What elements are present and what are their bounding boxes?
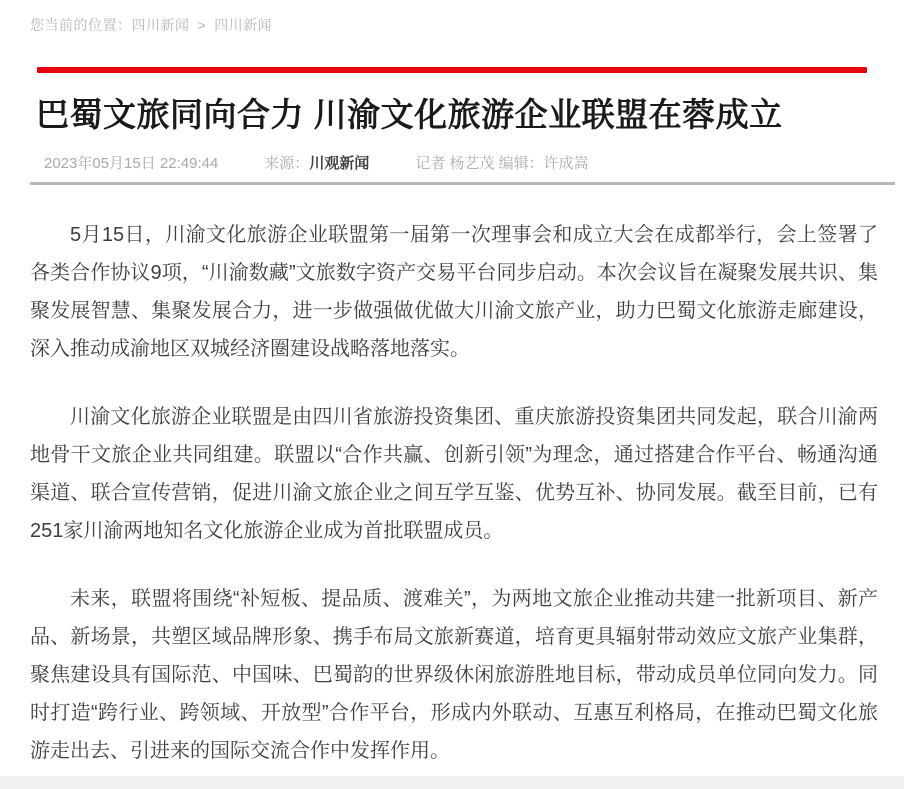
source-label: 来源： [264, 155, 310, 172]
breadcrumb-link-sichuan-news-1[interactable]: 四川新闻 [131, 17, 190, 33]
red-accent-rule [37, 67, 867, 73]
source-link[interactable]: 川观新闻 [309, 155, 370, 172]
byline: 记者 杨艺茂 编辑：许成嵩 [415, 155, 589, 172]
paragraph-3: 未来，联盟将围绕“补短板、提品质、渡难关”，为两地文旅企业推动共建一批新项目、新产品、新场景，共塑区域品牌形象、携手布局文旅新赛道，培育更具辐射带动效应文旅产业集群，聚焦建设具有国际范、中国味、巴蜀韵的世界级休闲旅游胜地目标，带动成员单位同向发力。同时打造“跨行业、跨领域、开放型”合作平台，形成内外联动、互惠互利格局，在推动巴蜀文化旅游走出去、引进来的国际交流合作中发挥作用。 [30, 588, 878, 762]
article-title: 巴蜀文旅同向合力 川渝文化旅游企业联盟在蓉成立 [36, 96, 783, 133]
article-body [30, 216, 878, 770]
meta-divider [30, 182, 895, 185]
article-meta [44, 152, 868, 173]
breadcrumb-separator: > [197, 17, 207, 33]
breadcrumb [0, 0, 904, 35]
paragraph-1: 5月15日，川渝文化旅游企业联盟第一届第一次理事会和成立大会在成都举行，会上签署了各类合作协议9项，“川渝数藏”文旅数字资产交易平台同步启动。本次会议旨在凝聚发展共识、集聚发展智慧、集聚发展合力，进一步做强做优做大川渝文旅产业，助力巴蜀文化旅游走廊建设，深入推动成渝地区双城经济圈建设战略落地落实。 [30, 224, 878, 360]
publish-datetime: 2023年05月15日 22:49:44 [44, 155, 219, 172]
source-field [264, 152, 369, 173]
breadcrumb-prefix-label: 您当前的位置： [30, 17, 132, 33]
paragraph-2: 川渝文化旅游企业联盟是由四川省旅游投资集团、重庆旅游投资集团共同发起，联合川渝两地骨干文旅企业共同组建。联盟以“合作共赢、创新引领”为理念，通过搭建合作平台、畅通沟通渠道、联合宣传营销，促进川渝文旅企业之间互学互鉴、优势互补、协同发展。截至目前，已有251家川渝两地知名文化旅游企业成为首批联盟成员。 [30, 406, 878, 542]
breadcrumb-link-sichuan-news-2[interactable]: 四川新闻 [214, 17, 273, 33]
